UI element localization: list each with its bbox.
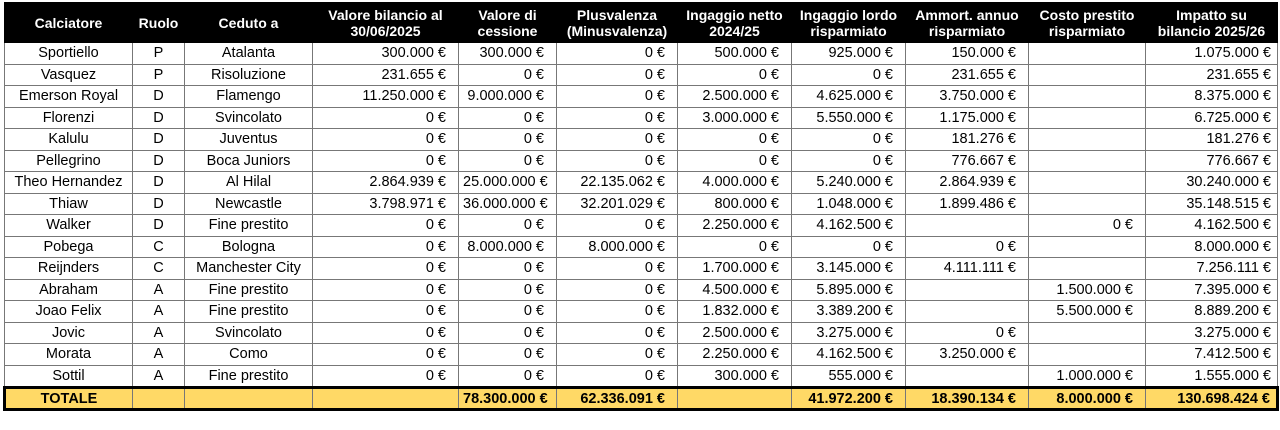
cell-sale-value: 0 € — [459, 150, 557, 172]
table-row — [5, 258, 1278, 280]
cell-amortization-saved: 4.111.111 € — [906, 258, 1029, 280]
cell-amortization-saved: 1.175.000 € — [906, 107, 1029, 129]
cell-player: Pobega — [5, 236, 133, 258]
total-sale-value: 78.300.000 € — [459, 388, 557, 410]
cell-role: A — [133, 322, 185, 344]
header-amortization-saved: Ammort. annuo risparmiato — [906, 3, 1029, 43]
cell-capital-gain: 0 € — [557, 215, 678, 237]
cell-gross-salary-saved: 5.550.000 € — [792, 107, 906, 129]
cell-role: D — [133, 193, 185, 215]
cell-sold-to: Svincolato — [185, 322, 313, 344]
table-row — [5, 215, 1278, 237]
cell-net-salary: 500.000 € — [678, 43, 792, 65]
table-row — [5, 86, 1278, 108]
cell-capital-gain: 0 € — [557, 129, 678, 151]
cell-sold-to: Fine prestito — [185, 215, 313, 237]
cell-gross-salary-saved: 3.275.000 € — [792, 322, 906, 344]
cell-capital-gain: 0 € — [557, 86, 678, 108]
table-row — [5, 236, 1278, 258]
cell-net-salary: 800.000 € — [678, 193, 792, 215]
cell-net-salary: 4.000.000 € — [678, 172, 792, 194]
total-gross-salary-saved: 41.972.200 € — [792, 388, 906, 410]
cell-budget-impact: 231.655 € — [1146, 64, 1278, 86]
table-row — [5, 107, 1278, 129]
table-row — [5, 365, 1278, 388]
cell-loan-cost-saved — [1029, 258, 1146, 280]
table-row — [5, 64, 1278, 86]
cell-role: A — [133, 344, 185, 366]
cell-book-value: 231.655 € — [313, 64, 459, 86]
cell-player: Vasquez — [5, 64, 133, 86]
cell-loan-cost-saved — [1029, 86, 1146, 108]
cell-book-value: 3.798.971 € — [313, 193, 459, 215]
cell-capital-gain: 8.000.000 € — [557, 236, 678, 258]
cell-gross-salary-saved: 4.625.000 € — [792, 86, 906, 108]
cell-net-salary: 3.000.000 € — [678, 107, 792, 129]
cell-sold-to: Como — [185, 344, 313, 366]
cell-gross-salary-saved: 0 € — [792, 236, 906, 258]
cell-amortization-saved — [906, 301, 1029, 323]
cell-budget-impact: 6.725.000 € — [1146, 107, 1278, 129]
total-amortization-saved: 18.390.134 € — [906, 388, 1029, 410]
cell-player: Theo Hernandez — [5, 172, 133, 194]
cell-net-salary: 4.500.000 € — [678, 279, 792, 301]
cell-net-salary: 1.832.000 € — [678, 301, 792, 323]
table-row — [5, 301, 1278, 323]
cell-sold-to: Juventus — [185, 129, 313, 151]
cell-sale-value: 0 € — [459, 258, 557, 280]
cell-capital-gain: 0 € — [557, 150, 678, 172]
cell-budget-impact: 1.555.000 € — [1146, 365, 1278, 388]
cell-capital-gain: 0 € — [557, 107, 678, 129]
cell-budget-impact: 7.412.500 € — [1146, 344, 1278, 366]
cell-book-value: 2.864.939 € — [313, 172, 459, 194]
cell-player: Jovic — [5, 322, 133, 344]
cell-budget-impact: 35.148.515 € — [1146, 193, 1278, 215]
table-row — [5, 172, 1278, 194]
cell-sale-value: 25.000.000 € — [459, 172, 557, 194]
cell-role: A — [133, 365, 185, 388]
cell-budget-impact: 7.395.000 € — [1146, 279, 1278, 301]
header-player: Calciatore — [5, 3, 133, 43]
cell-capital-gain: 0 € — [557, 258, 678, 280]
cell-capital-gain: 0 € — [557, 344, 678, 366]
cell-book-value: 0 € — [313, 279, 459, 301]
cell-loan-cost-saved — [1029, 344, 1146, 366]
cell-role: C — [133, 258, 185, 280]
cell-role: P — [133, 64, 185, 86]
total-book-value — [313, 388, 459, 410]
cell-capital-gain: 0 € — [557, 279, 678, 301]
table-row — [5, 279, 1278, 301]
cell-capital-gain: 32.201.029 € — [557, 193, 678, 215]
cell-gross-salary-saved: 0 € — [792, 129, 906, 151]
table-row — [5, 344, 1278, 366]
cell-book-value: 0 € — [313, 301, 459, 323]
cell-net-salary: 2.500.000 € — [678, 322, 792, 344]
cell-sold-to: Al Hilal — [185, 172, 313, 194]
cell-amortization-saved: 3.250.000 € — [906, 344, 1029, 366]
total-loan-cost-saved: 8.000.000 € — [1029, 388, 1146, 410]
total-budget-impact: 130.698.424 € — [1146, 388, 1278, 410]
cell-role: D — [133, 107, 185, 129]
total-sold-to — [185, 388, 313, 410]
cell-role: C — [133, 236, 185, 258]
cell-loan-cost-saved — [1029, 129, 1146, 151]
cell-sold-to: Fine prestito — [185, 365, 313, 388]
cell-gross-salary-saved: 5.895.000 € — [792, 279, 906, 301]
cell-net-salary: 0 € — [678, 129, 792, 151]
cell-capital-gain: 0 € — [557, 322, 678, 344]
cell-gross-salary-saved: 0 € — [792, 150, 906, 172]
header-net-salary: Ingaggio netto 2024/25 — [678, 3, 792, 43]
cell-loan-cost-saved: 1.500.000 € — [1029, 279, 1146, 301]
total-net-salary — [678, 388, 792, 410]
cell-book-value: 0 € — [313, 150, 459, 172]
cell-player: Morata — [5, 344, 133, 366]
header-gross-salary-saved: Ingaggio lordo risparmiato — [792, 3, 906, 43]
cell-role: D — [133, 172, 185, 194]
cell-net-salary: 1.700.000 € — [678, 258, 792, 280]
cell-sold-to: Manchester City — [185, 258, 313, 280]
cell-budget-impact: 181.276 € — [1146, 129, 1278, 151]
cell-loan-cost-saved — [1029, 64, 1146, 86]
cell-player: Sportiello — [5, 43, 133, 65]
cell-sold-to: Fine prestito — [185, 279, 313, 301]
cell-amortization-saved: 181.276 € — [906, 129, 1029, 151]
cell-loan-cost-saved — [1029, 107, 1146, 129]
cell-sale-value: 0 € — [459, 365, 557, 388]
cell-net-salary: 2.250.000 € — [678, 215, 792, 237]
cell-book-value: 0 € — [313, 258, 459, 280]
cell-sale-value: 0 € — [459, 215, 557, 237]
cell-capital-gain: 0 € — [557, 365, 678, 388]
cell-amortization-saved: 3.750.000 € — [906, 86, 1029, 108]
cell-budget-impact: 1.075.000 € — [1146, 43, 1278, 65]
cell-sold-to: Newcastle — [185, 193, 313, 215]
cell-capital-gain: 0 € — [557, 64, 678, 86]
cell-role: D — [133, 215, 185, 237]
cell-sale-value: 36.000.000 € — [459, 193, 557, 215]
cell-amortization-saved: 0 € — [906, 236, 1029, 258]
total-row — [5, 388, 1278, 410]
cell-gross-salary-saved: 3.145.000 € — [792, 258, 906, 280]
cell-budget-impact: 4.162.500 € — [1146, 215, 1278, 237]
table-row — [5, 193, 1278, 215]
total-capital-gain: 62.336.091 € — [557, 388, 678, 410]
table-body — [5, 43, 1278, 410]
cell-capital-gain: 0 € — [557, 43, 678, 65]
cell-amortization-saved: 0 € — [906, 322, 1029, 344]
cell-sale-value: 300.000 € — [459, 43, 557, 65]
cell-role: A — [133, 301, 185, 323]
cell-player: Thiaw — [5, 193, 133, 215]
cell-loan-cost-saved — [1029, 322, 1146, 344]
cell-gross-salary-saved: 5.240.000 € — [792, 172, 906, 194]
cell-sale-value: 0 € — [459, 129, 557, 151]
cell-book-value: 300.000 € — [313, 43, 459, 65]
header-capital-gain: Plusvalenza (Minusvalenza) — [557, 3, 678, 43]
cell-sale-value: 0 € — [459, 301, 557, 323]
cell-book-value: 0 € — [313, 365, 459, 388]
cell-budget-impact: 30.240.000 € — [1146, 172, 1278, 194]
cell-gross-salary-saved: 1.048.000 € — [792, 193, 906, 215]
cell-amortization-saved: 2.864.939 € — [906, 172, 1029, 194]
cell-role: D — [133, 86, 185, 108]
header-sale-value: Valore di cessione — [459, 3, 557, 43]
cell-role: A — [133, 279, 185, 301]
cell-player: Reijnders — [5, 258, 133, 280]
cell-sold-to: Svincolato — [185, 107, 313, 129]
cell-gross-salary-saved: 555.000 € — [792, 365, 906, 388]
cell-capital-gain: 22.135.062 € — [557, 172, 678, 194]
cell-role: D — [133, 129, 185, 151]
cell-role: D — [133, 150, 185, 172]
cell-player: Florenzi — [5, 107, 133, 129]
cell-budget-impact: 8.000.000 € — [1146, 236, 1278, 258]
cell-net-salary: 300.000 € — [678, 365, 792, 388]
cell-gross-salary-saved: 4.162.500 € — [792, 344, 906, 366]
cell-book-value: 0 € — [313, 322, 459, 344]
cell-sold-to: Fine prestito — [185, 301, 313, 323]
cell-loan-cost-saved — [1029, 150, 1146, 172]
cell-book-value: 0 € — [313, 107, 459, 129]
table-row — [5, 322, 1278, 344]
cell-loan-cost-saved: 1.000.000 € — [1029, 365, 1146, 388]
cell-gross-salary-saved: 0 € — [792, 64, 906, 86]
cell-gross-salary-saved: 3.389.200 € — [792, 301, 906, 323]
header-loan-cost-saved: Costo prestito risparmiato — [1029, 3, 1146, 43]
cell-gross-salary-saved: 4.162.500 € — [792, 215, 906, 237]
cell-loan-cost-saved — [1029, 172, 1146, 194]
cell-book-value: 0 € — [313, 236, 459, 258]
total-role — [133, 388, 185, 410]
cell-sale-value: 0 € — [459, 344, 557, 366]
cell-sale-value: 0 € — [459, 322, 557, 344]
cell-book-value: 11.250.000 € — [313, 86, 459, 108]
cell-amortization-saved — [906, 279, 1029, 301]
cell-sold-to: Flamengo — [185, 86, 313, 108]
cell-loan-cost-saved — [1029, 236, 1146, 258]
table-row — [5, 129, 1278, 151]
cell-sold-to: Boca Juniors — [185, 150, 313, 172]
table-row — [5, 43, 1278, 65]
header-role: Ruolo — [133, 3, 185, 43]
cell-sale-value: 0 € — [459, 279, 557, 301]
cell-gross-salary-saved: 925.000 € — [792, 43, 906, 65]
cell-net-salary: 2.500.000 € — [678, 86, 792, 108]
cell-sold-to: Risoluzione — [185, 64, 313, 86]
cell-amortization-saved: 776.667 € — [906, 150, 1029, 172]
cell-net-salary: 0 € — [678, 236, 792, 258]
cell-player: Walker — [5, 215, 133, 237]
total-player: TOTALE — [5, 388, 133, 410]
cell-player: Joao Felix — [5, 301, 133, 323]
cell-player: Pellegrino — [5, 150, 133, 172]
cell-budget-impact: 776.667 € — [1146, 150, 1278, 172]
cell-book-value: 0 € — [313, 215, 459, 237]
cell-loan-cost-saved — [1029, 193, 1146, 215]
header-book-value: Valore bilancio al 30/06/2025 — [313, 3, 459, 43]
cell-player: Emerson Royal — [5, 86, 133, 108]
cell-loan-cost-saved: 5.500.000 € — [1029, 301, 1146, 323]
cell-budget-impact: 8.889.200 € — [1146, 301, 1278, 323]
cell-sold-to: Atalanta — [185, 43, 313, 65]
cell-player: Kalulu — [5, 129, 133, 151]
cell-role: P — [133, 43, 185, 65]
cell-net-salary: 0 € — [678, 64, 792, 86]
cell-capital-gain: 0 € — [557, 301, 678, 323]
header-budget-impact: Impatto su bilancio 2025/26 — [1146, 3, 1278, 43]
cell-net-salary: 2.250.000 € — [678, 344, 792, 366]
cell-budget-impact: 3.275.000 € — [1146, 322, 1278, 344]
header-row — [5, 3, 1278, 43]
header-sold-to: Ceduto a — [185, 3, 313, 43]
cell-amortization-saved: 1.899.486 € — [906, 193, 1029, 215]
cell-sale-value: 9.000.000 € — [459, 86, 557, 108]
cell-player: Abraham — [5, 279, 133, 301]
cell-amortization-saved — [906, 215, 1029, 237]
cell-sold-to: Bologna — [185, 236, 313, 258]
cell-player: Sottil — [5, 365, 133, 388]
cell-book-value: 0 € — [313, 129, 459, 151]
cell-loan-cost-saved: 0 € — [1029, 215, 1146, 237]
cell-loan-cost-saved — [1029, 43, 1146, 65]
cell-amortization-saved: 231.655 € — [906, 64, 1029, 86]
cell-budget-impact: 7.256.111 € — [1146, 258, 1278, 280]
transfer-table — [3, 2, 1279, 411]
cell-sale-value: 8.000.000 € — [459, 236, 557, 258]
cell-net-salary: 0 € — [678, 150, 792, 172]
cell-sale-value: 0 € — [459, 64, 557, 86]
cell-amortization-saved — [906, 365, 1029, 388]
cell-budget-impact: 8.375.000 € — [1146, 86, 1278, 108]
cell-book-value: 0 € — [313, 344, 459, 366]
table-row — [5, 150, 1278, 172]
cell-amortization-saved: 150.000 € — [906, 43, 1029, 65]
cell-sale-value: 0 € — [459, 107, 557, 129]
